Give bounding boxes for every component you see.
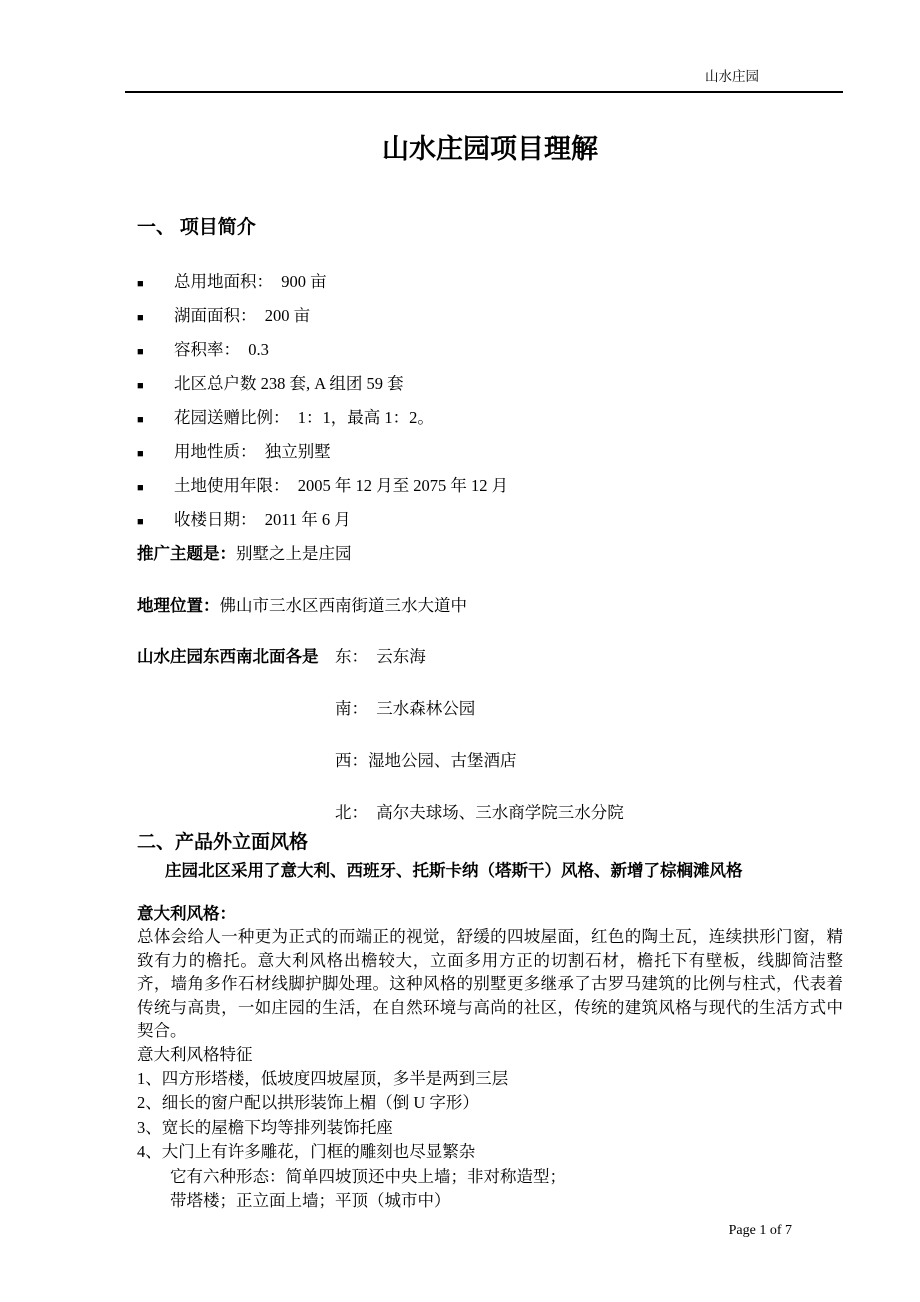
promo-theme-label: 推广主题是： — [137, 544, 236, 563]
surroundings-block — [137, 646, 843, 824]
list-item — [137, 407, 843, 431]
list-item — [137, 271, 843, 295]
section1-heading: 一、 项目简介 — [137, 217, 256, 238]
list-item — [137, 305, 843, 329]
feature-sub-line-2: 带塔楼；正立面上墙；平顶（城市中） — [170, 1191, 451, 1210]
page-header — [125, 66, 843, 93]
running-title: 山水庄园 — [705, 69, 759, 84]
bullet-square-icon: ■ — [137, 278, 144, 290]
feature-item-1: 1、四方形塔楼，低坡度四坡屋顶，多半是两到三层 — [137, 1068, 509, 1088]
surroundings-label: 山水庄园东西南北面各是 — [137, 647, 319, 666]
list-item-text: 总用地面积： 900 亩 — [174, 272, 327, 291]
list-item-text: 北区总户数 238 套, A 组团 59 套 — [174, 374, 404, 393]
bullet-square-icon: ■ — [137, 346, 144, 358]
promo-theme-value: 别墅之上是庄园 — [236, 544, 352, 563]
list-item-text: 用地性质： 独立别墅 — [174, 442, 331, 461]
bullet-square-icon: ■ — [137, 516, 144, 528]
italian-style-label: 意大利风格： — [137, 904, 236, 923]
document-title: 山水庄园项目理解 — [382, 134, 598, 164]
bullet-square-icon: ■ — [137, 312, 144, 324]
page-footer — [729, 1222, 792, 1240]
list-item — [137, 441, 843, 465]
list-item-text: 土地使用年限： 2005 年 12 月至 2075 年 12 月 — [174, 476, 509, 495]
italian-style-paragraph: 总体会给人一种更为正式的而端正的视觉，舒缓的四坡屋面，红色的陶土瓦，连续拱形门窗，精致有力的檐托。意大利风格出檐较大，立面多用方正的切割石材，檐托下有壁板，线脚简洁整齐，墙角多作石材线脚护脚处理。这种风格的别墅更多继承了古罗马建筑的比例与柱式，代表着传统与高贵，一如庄园的生活，在自然环境与高尚的社区，传统的建筑风格与现代的生活方式中契合。 — [137, 927, 843, 1040]
bullet-square-icon: ■ — [137, 448, 144, 460]
list-item — [137, 339, 843, 363]
surroundings-line-west: 西：湿地公园、古堡酒店 — [335, 751, 517, 770]
list-item-text: 花园送赠比例： 1：1，最高 1：2。 — [174, 408, 434, 427]
surroundings-line-north: 北： 高尔夫球场、三水商学院三水分院 — [335, 803, 624, 822]
list-item — [137, 373, 843, 397]
italian-features-title: 意大利风格特征 — [137, 1044, 253, 1064]
list-item-text: 收楼日期： 2011 年 6 月 — [174, 510, 351, 529]
project-facts-list — [137, 271, 843, 533]
section2-heading: 二、产品外立面风格 — [137, 832, 309, 853]
list-item-text: 湖面面积： 200 亩 — [174, 306, 311, 325]
bullet-square-icon: ■ — [137, 380, 144, 392]
surroundings-east-value: 东： 云东海 — [335, 647, 426, 666]
promo-theme-line — [137, 543, 843, 565]
feature-item-2: 2、细长的窗户配以拱形装饰上楣（倒 U 字形） — [137, 1093, 479, 1112]
list-item-text: 容积率： 0.3 — [174, 340, 269, 359]
surroundings-line-east — [137, 646, 843, 668]
location-value: 佛山市三水区西南街道三水大道中 — [219, 596, 467, 615]
surroundings-line-south: 南： 三水森林公园 — [335, 699, 476, 718]
bullet-square-icon: ■ — [137, 414, 144, 426]
page-number: Page 1 of 7 — [728, 1223, 792, 1238]
feature-item-4: 4、大门上有许多雕花，门框的雕刻也尽显繁杂 — [137, 1142, 476, 1161]
bullet-square-icon: ■ — [137, 482, 144, 494]
location-label: 地理位置： — [137, 596, 220, 615]
section2-subheading: 庄园北区采用了意大利、西班牙、托斯卡纳（塔斯干）风格、新增了棕榈滩风格 — [165, 861, 743, 880]
location-line — [137, 595, 843, 617]
feature-item-3: 3、宽长的屋檐下均等排列装饰托座 — [137, 1117, 393, 1137]
feature-sub-line-1: 它有六种形态：简单四坡顶还中央上墙；非对称造型； — [170, 1166, 566, 1186]
list-item — [137, 475, 843, 499]
list-item — [137, 509, 843, 533]
